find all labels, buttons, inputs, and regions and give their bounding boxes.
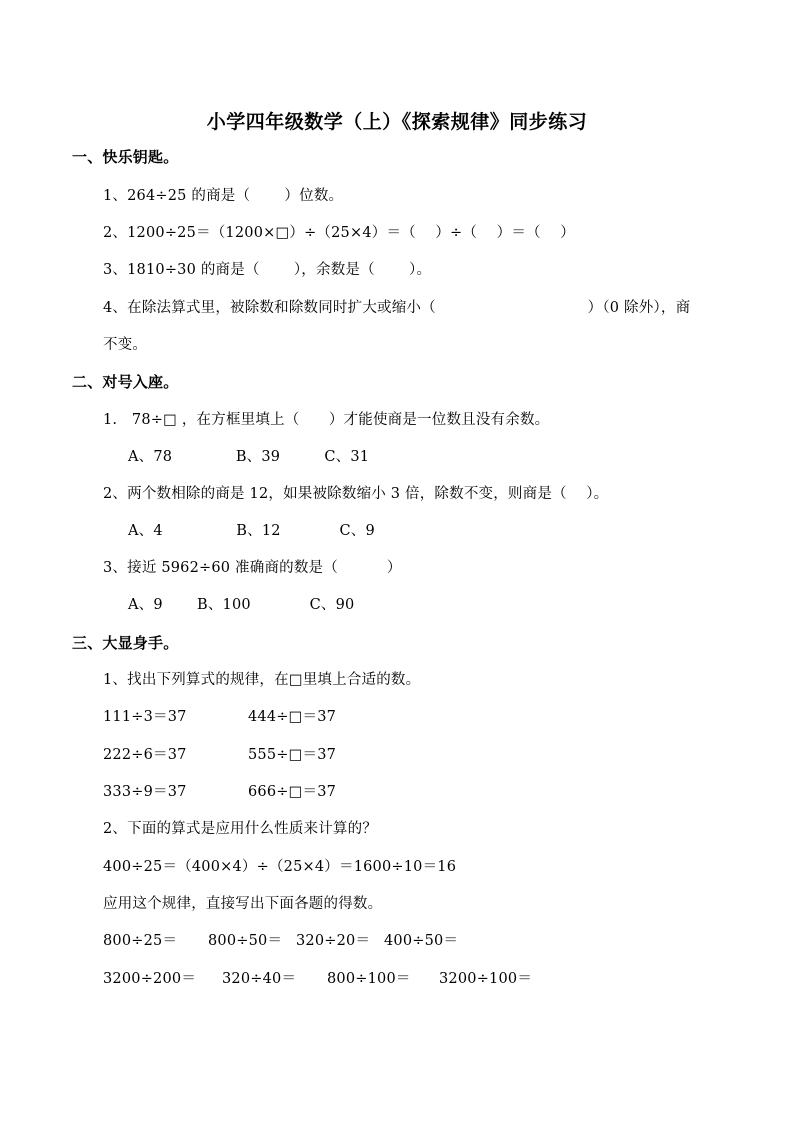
calc-row-2-item-3: 800÷100＝: [327, 971, 411, 987]
s1-question-3: 3、1810÷30 的商是（ ），余数是（ ）。: [103, 262, 432, 278]
calc-row-1-item-4: 400÷50＝: [384, 933, 459, 949]
calc-row-2-item-4: 3200÷100＝: [439, 971, 533, 987]
s1-question-4-line-2: 不变。: [103, 337, 148, 353]
s1-question-4-line-1: 4、在除法算式里，被除数和除数同时扩大或缩小（ ）（0 除外），商: [103, 300, 691, 316]
s1-question-2: 2、1200÷25＝（1200×□）÷（25×4）＝（ ）÷（ ）＝（ ）: [103, 225, 575, 241]
pattern-row-3-right: 666÷□＝37: [248, 784, 337, 800]
s3-question-2-equation: 400÷25＝（400×4）÷（25×4）＝1600÷10＝16: [103, 859, 457, 875]
s2-question-1: 1. 78÷□ ，在方框里填上（ ）才能使商是一位数且没有余数。: [103, 412, 550, 428]
s3-question-1: 1、找出下列算式的规律，在□里填上合适的数。: [103, 672, 421, 688]
calc-row-1-item-1: 800÷25＝: [103, 933, 178, 949]
s2-question-1-options: A、78 B、39 C、31: [128, 449, 370, 465]
page-title: 小学四年级数学（上）《探索规律》同步练习: [206, 111, 588, 133]
pattern-row-1-left: 111÷3＝37: [103, 709, 187, 725]
pattern-row-3-left: 333÷9＝37: [103, 784, 187, 800]
s2-question-3: 3、接近 5962÷60 准确商的数是（ ）: [103, 560, 402, 576]
s3-question-2: 2、下面的算式是应用什么性质来计算的？: [103, 821, 378, 837]
calc-row-1-item-2: 800÷50＝: [208, 933, 283, 949]
calc-row-2-item-1: 3200÷200＝: [103, 971, 197, 987]
section-3-heading: 三、大显身手。: [72, 634, 179, 652]
pattern-row-2-right: 555÷□＝37: [248, 747, 337, 763]
s2-question-2: 2、两个数相除的商是 12，如果被除数缩小 3 倍，除数不变，则商是（ ）。: [103, 486, 609, 502]
s2-question-2-options: A、4 B、12 C、9: [128, 523, 375, 539]
pattern-row-2-left: 222÷6＝37: [103, 747, 187, 763]
s2-question-3-options: A、9 B、100 C、90: [128, 597, 355, 613]
s1-question-1: 1、264÷25 的商是（ ）位数。: [103, 188, 344, 204]
s3-question-2-instruction: 应用这个规律，直接写出下面各题的得数。: [103, 896, 383, 912]
section-1-heading: 一、快乐钥匙。: [72, 148, 179, 166]
calc-row-1-item-3: 320÷20＝: [296, 933, 371, 949]
calc-row-2-item-2: 320÷40＝: [222, 971, 297, 987]
section-2-heading: 二、对号入座。: [72, 373, 179, 391]
pattern-row-1-right: 444÷□＝37: [248, 709, 337, 725]
